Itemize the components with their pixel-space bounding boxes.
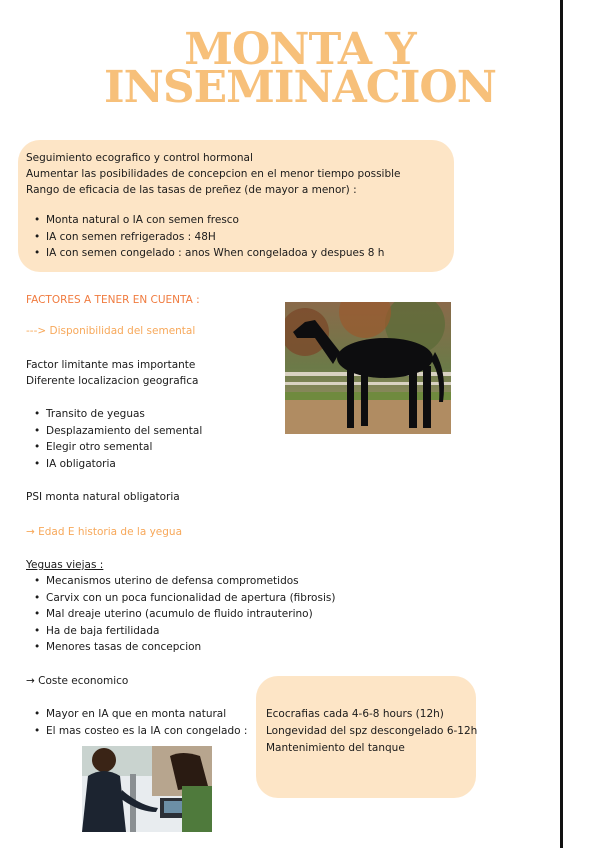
section-heading-availability: ---> Disponibilidad del semental — [26, 325, 196, 337]
list-item: • Ha de baja fertilidada — [26, 623, 335, 640]
list-item: • IA con semen refrigerados : 48H — [26, 229, 401, 246]
list-item: • IA con semen congelado : anos When congeladoa y despues 8 h — [26, 245, 401, 262]
efficacy-list — [26, 212, 401, 262]
section-heading-cost: → Coste economico — [26, 675, 129, 687]
availability-list — [26, 406, 202, 472]
cost-line: Mantenimiento del tanque — [266, 742, 405, 754]
intro-line: Rango de eficacia de las tasas de preñez (de mayor a menor) : — [26, 184, 357, 196]
old-mares-subheading: Yeguas viejas : — [26, 559, 104, 571]
list-item: • Mal dreaje uterino (acumulo de fluido intrauterino) — [26, 606, 335, 623]
intro-line: Aumentar las posibilidades de concepcion en el menor tiempo possible — [26, 168, 401, 180]
ultrasound-photo — [82, 746, 212, 832]
cost-list — [26, 706, 247, 739]
section-cost-content — [26, 706, 247, 739]
list-item: • Transito de yeguas — [26, 406, 202, 423]
page-title-line2: INSEMINACION — [104, 62, 496, 113]
list-item: • Desplazamiento del semental — [26, 423, 202, 440]
list-item: • Elegir otro semental — [26, 439, 202, 456]
cost-box-content — [266, 706, 477, 757]
list-item: • Carvix con un poca funcionalidad de apertura (fibrosis) — [26, 590, 335, 607]
psi-note: PSI monta natural obligatoria — [26, 491, 180, 503]
right-margin-rule — [560, 0, 563, 848]
list-item: • IA obligatoria — [26, 456, 202, 473]
section-mare-history-content — [26, 557, 335, 656]
cost-line: Ecocrafias cada 4-6-8 hours (12h) — [266, 708, 444, 720]
intro-line: Seguimiento ecografico y control hormonal — [26, 152, 253, 164]
page-title-line1: MONTA Y — [184, 24, 416, 75]
section-heading-mare-history: → Edad E historia de la yegua — [26, 526, 183, 538]
section-availability-content — [26, 357, 202, 505]
list-item: • Menores tasas de concepcion — [26, 639, 335, 656]
list-item: • Mecanismos uterino de defensa comprometidos — [26, 573, 335, 590]
horse-photo — [285, 302, 451, 434]
text-line: Factor limitante mas importante — [26, 359, 196, 371]
factors-heading: FACTORES A TENER EN CUENTA : — [26, 294, 200, 306]
list-item: • Mayor en IA que en monta natural — [26, 706, 247, 723]
old-mares-list — [26, 573, 335, 656]
cost-line: Longevidad del spz descongelado 6-12h — [266, 725, 478, 737]
list-item: • El mas costeo es la IA con congelado : — [26, 723, 247, 740]
list-item: • Monta natural o IA con semen fresco — [26, 212, 401, 229]
text-line: Diferente localizacion geografica — [26, 375, 199, 387]
intro-box-content — [26, 150, 401, 262]
